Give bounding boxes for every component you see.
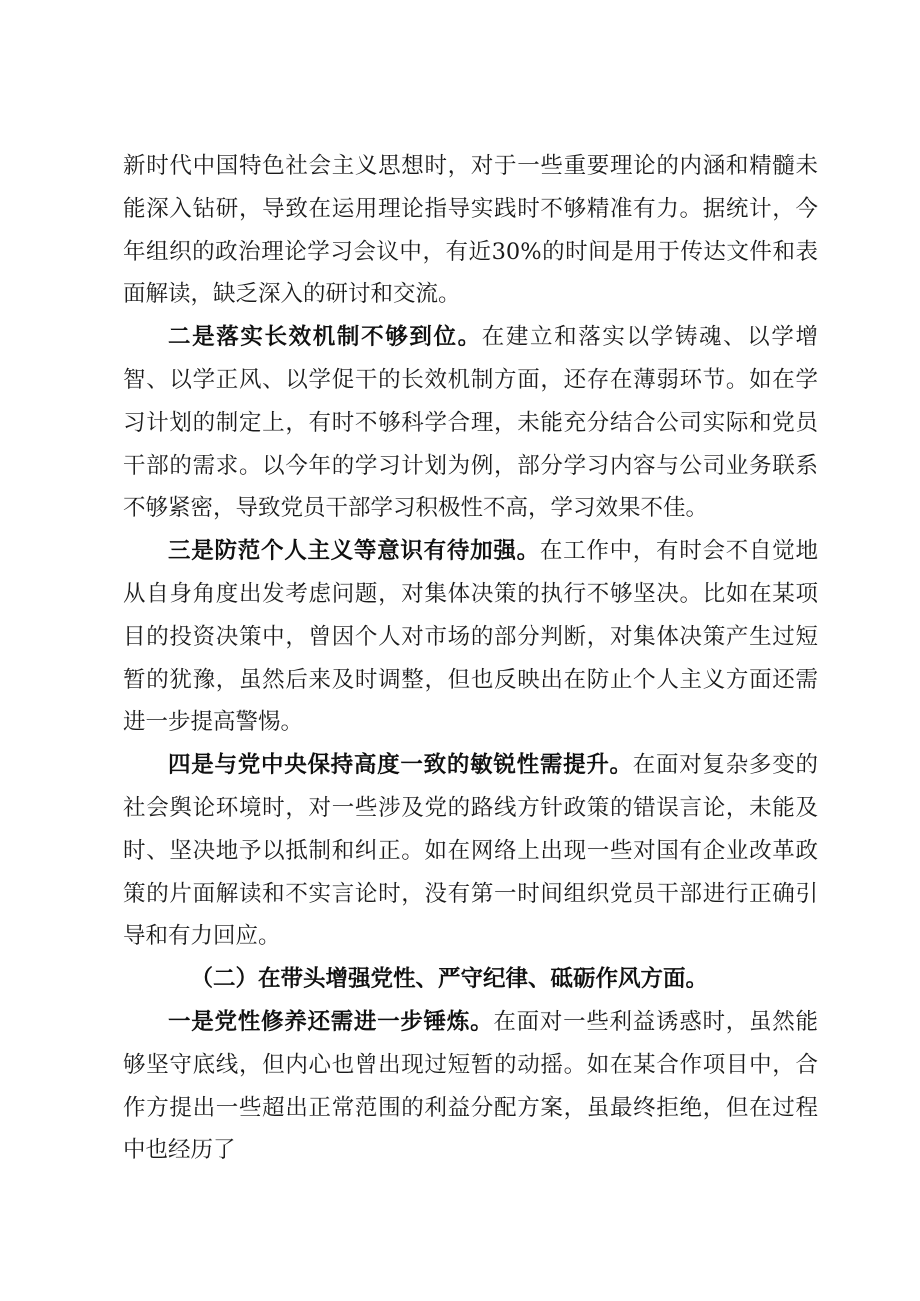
paragraph-body: 在面对一些利益诱惑时，虽然能够坚守底线，但内心也曾出现过短暂的动摇。如在某合作项目中，合作方提出一些超出正常范围的利益分配方案，虽最终拒绝，但在过程中也经历了 <box>123 1008 818 1164</box>
paragraph-heading: 三是防范个人主义等意识有待加强。 <box>168 538 540 565</box>
paragraph-continuation <box>123 145 818 316</box>
paragraph-point-one <box>123 1001 818 1172</box>
paragraph-body: 新时代中国特色社会主义思想时，对于一些重要理论的内涵和精髓未能深入钻研，导致在运用理论指导实践时不够精准有力。据统计，今年组织的政治理论学习会议中，有近30%的时间是用于传达文件和表面解读，缺乏深入的研讨和交流。 <box>123 153 818 308</box>
section-title: （二）在带头增强党性、严守纪律、砥砺作风方面。 <box>190 966 709 993</box>
paragraph-heading: 二是落实长效机制不够到位。 <box>168 324 482 351</box>
paragraph-body: 在工作中，有时会不自觉地从自身角度出发考虑问题，对集体决策的执行不够坚决。比如在某项目的投资决策中，曾因个人对市场的部分判断，对集体决策产生过短暂的犹豫，虽然后来及时调整，但也反映出在防止个人主义方面还需进一步提高警惕。 <box>123 538 818 736</box>
document-body <box>123 145 818 1172</box>
paragraph-point-four <box>123 744 818 958</box>
paragraph-heading: 四是与党中央保持高度一致的敏锐性需提升。 <box>168 752 633 779</box>
paragraph-point-two <box>123 316 818 530</box>
paragraph-body: 在建立和落实以学铸魂、以学增智、以学正风、以学促干的长效机制方面，还存在薄弱环节。如在学习计划的制定上，有时不够科学合理，未能充分结合公司实际和党员干部的需求。以今年的学习计划为例，部分学习内容与公司业务联系不够紧密，导致党员干部学习积极性不高，学习效果不佳。 <box>123 324 818 522</box>
paragraph-heading: 一是党性修养还需进一步锤炼。 <box>168 1008 494 1035</box>
paragraph-point-three <box>123 530 818 744</box>
paragraph-body: 在面对复杂多变的社会舆论环境时，对一些涉及党的路线方针政策的错误言论，未能及时、坚决地予以抵制和纠正。如在网络上出现一些对国有企业改革政策的片面解读和不实言论时，没有第一时间组织党员干部进行正确引导和有力回应。 <box>123 752 818 950</box>
